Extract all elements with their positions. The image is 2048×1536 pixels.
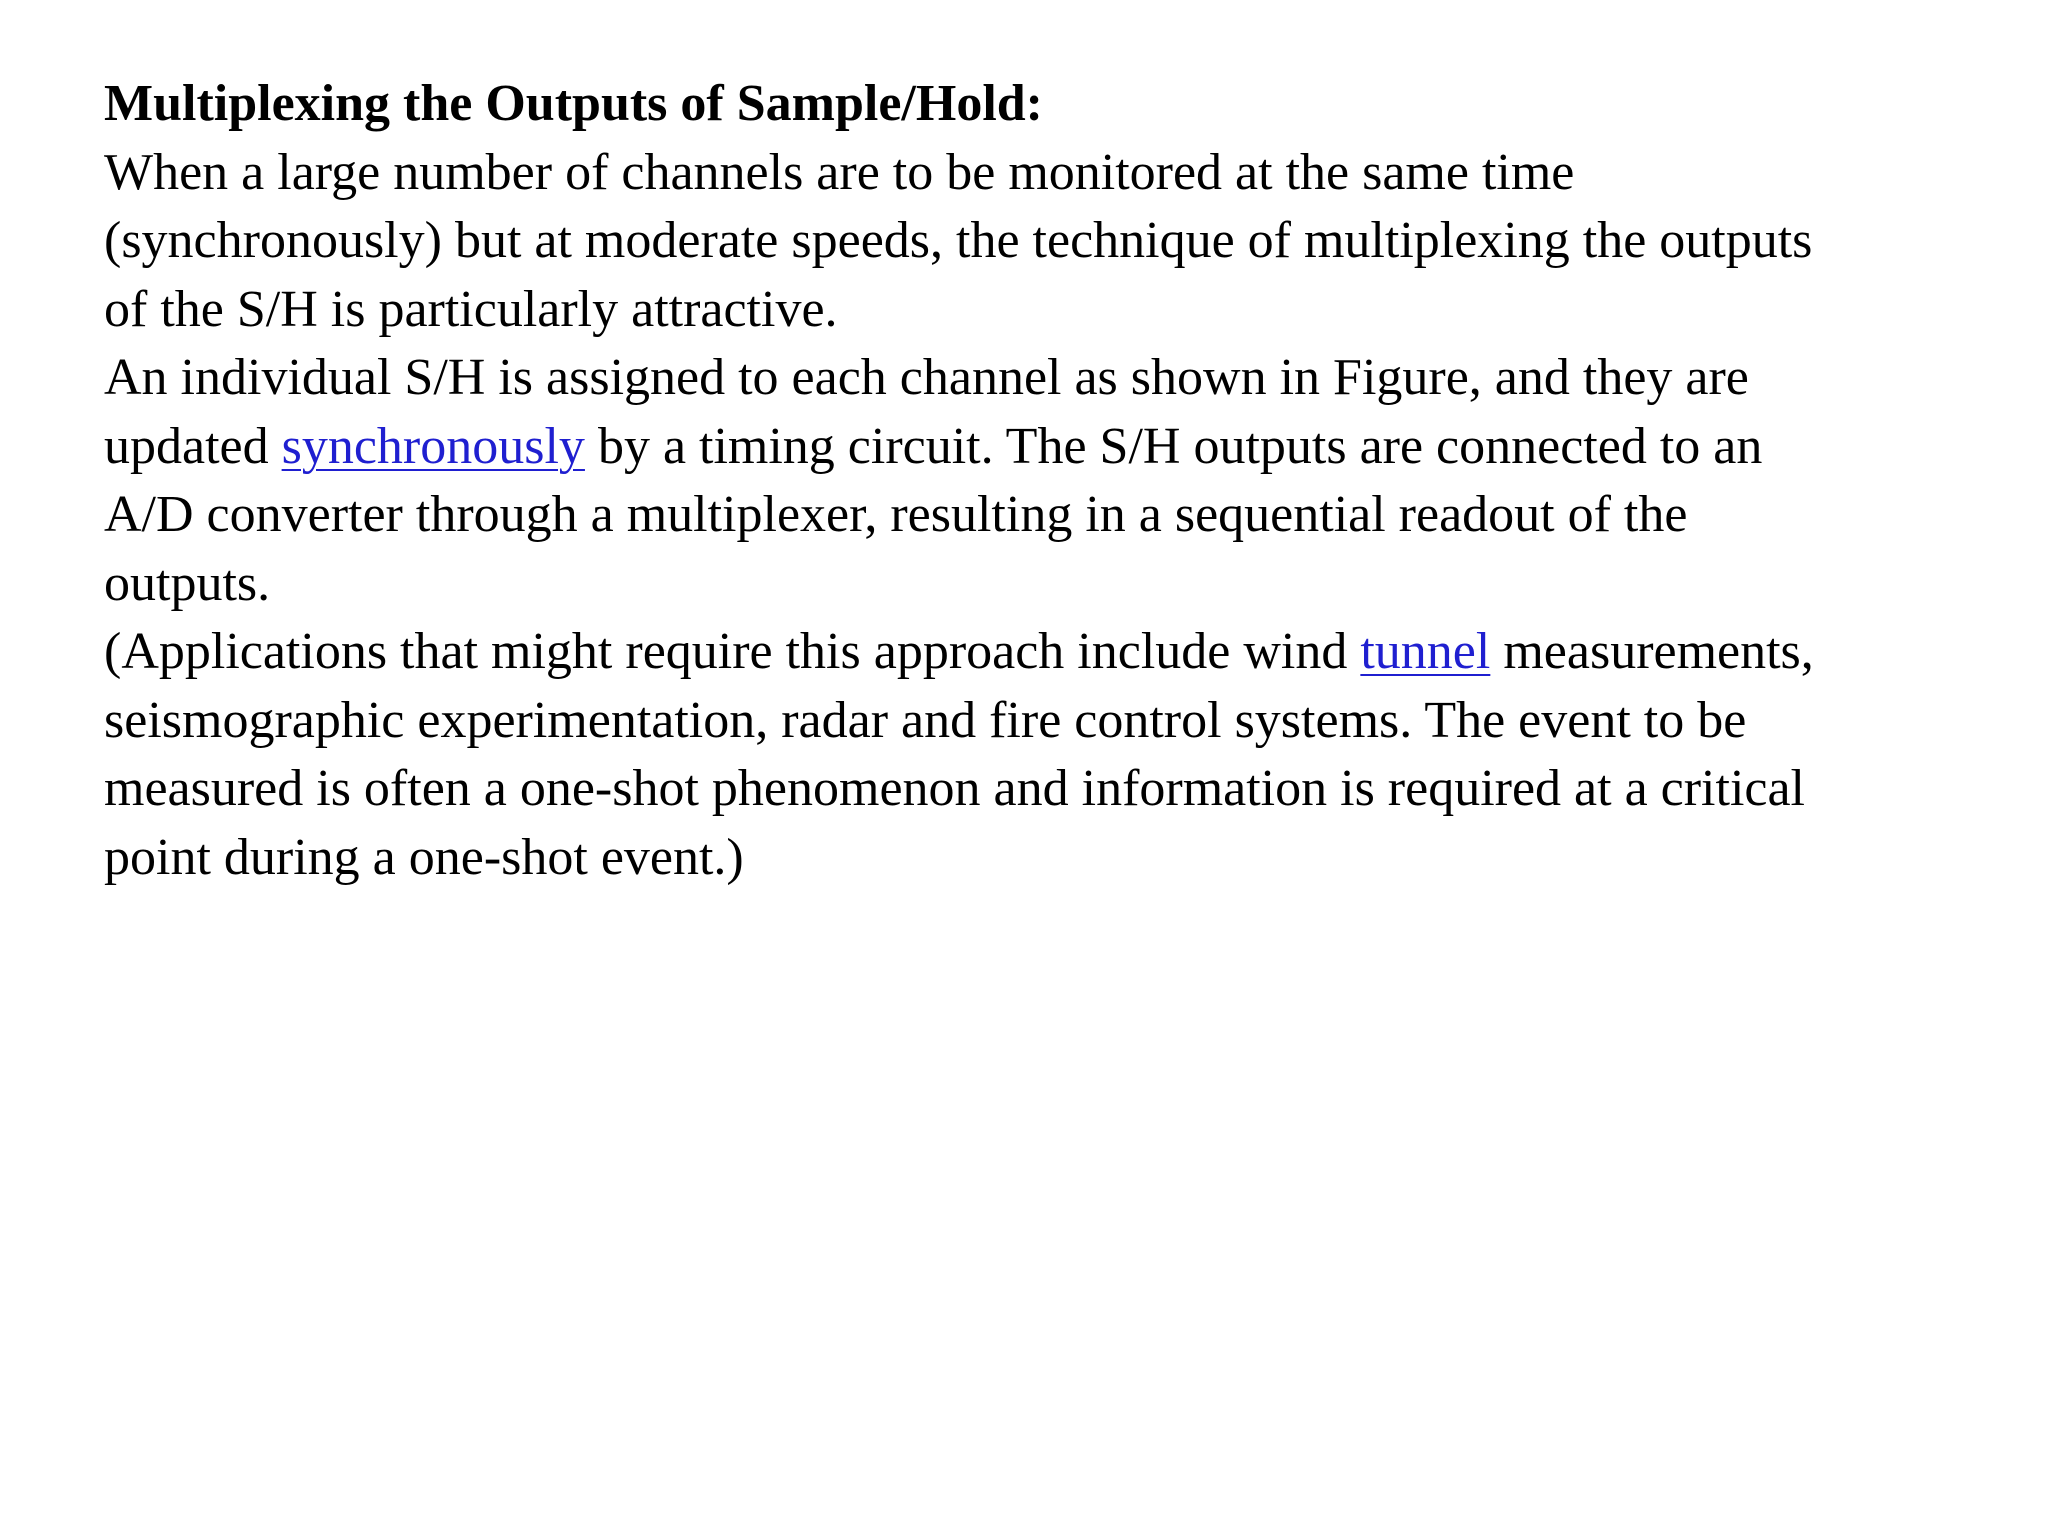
paragraph-line: When a large number of channels are to be monitored at the same time: [104, 143, 1575, 201]
paragraph-line: measured is often a one-shot phenomenon and information is required at a critical: [104, 760, 1805, 817]
paragraph-line: outputs.: [104, 554, 271, 612]
paragraph-line: (synchronously) but at moderate speeds, the technique of multiplexing the outputs: [104, 212, 1813, 269]
paragraph-line: A/D converter through a multiplexer, resulting in a sequential readout of the: [104, 486, 1688, 543]
heading-text: Multiplexing the Outputs of Sample/Hold:: [104, 75, 1043, 132]
paragraph-individual-sh: [104, 344, 2004, 618]
line-text: measurements,: [1490, 623, 1814, 680]
paragraph-synchronous-monitoring: [104, 139, 2004, 345]
slide-heading: [104, 70, 2004, 139]
paragraph-line: of the S/H is particularly attractive.: [104, 280, 838, 338]
paragraph-line: [104, 413, 2004, 482]
paragraph-line: [104, 618, 2004, 687]
tunnel-link[interactable]: tunnel: [1360, 623, 1491, 680]
paragraph-applications: [104, 618, 2004, 892]
line-text: (Applications that might require this approach include wind: [104, 623, 1361, 680]
line-text: updated: [104, 417, 282, 475]
paragraph-line: An individual S/H is assigned to each channel as shown in Figure, and they are: [104, 349, 1749, 406]
line-text: by a timing circuit. The S/H outputs are connected to an: [584, 417, 1763, 475]
slide-content: [104, 70, 2004, 892]
paragraph-line: seismographic experimentation, radar and fire control systems. The event to be: [104, 691, 1747, 749]
synchronously-link[interactable]: synchronously: [281, 417, 585, 475]
paragraph-line: point during a one-shot event.): [104, 828, 744, 886]
